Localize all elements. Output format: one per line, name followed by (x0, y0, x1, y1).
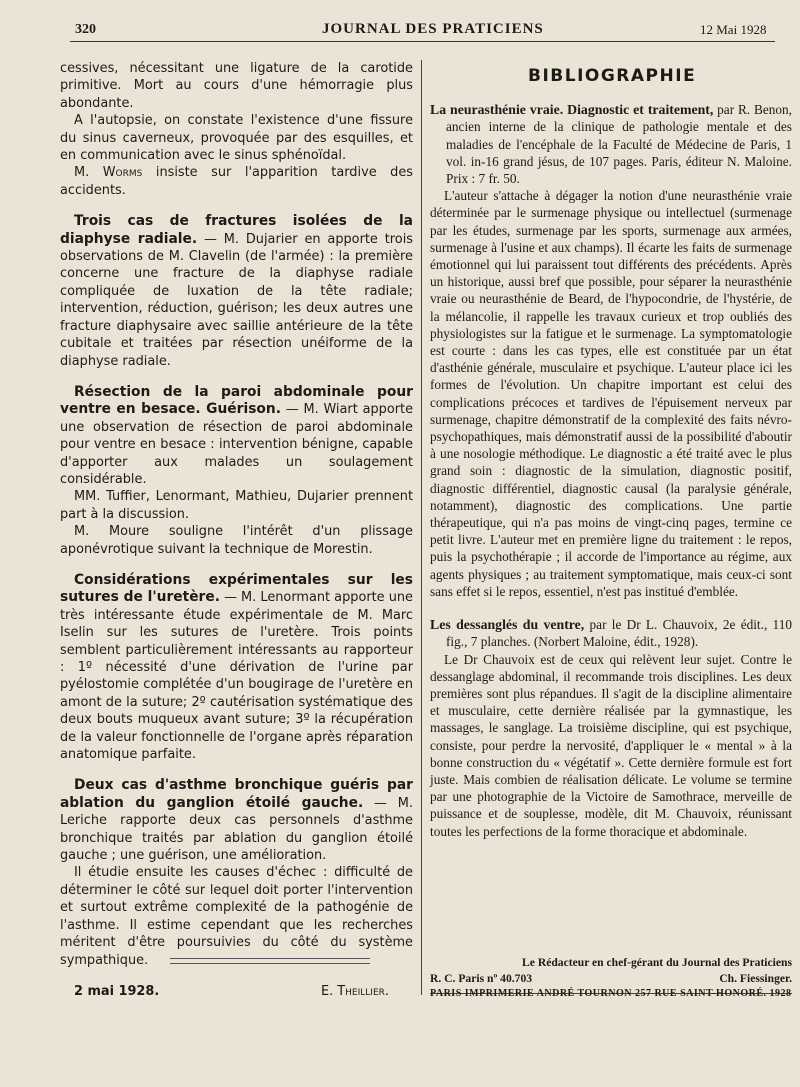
end-rule (170, 958, 370, 959)
paragraph: M. Moure souligne l'intérêt d'un plissage aponévrotique suivant la technique de Morestin. (60, 524, 413, 557)
journal-title: JOURNAL DES PRATICIENS (322, 21, 544, 37)
book-title: La neurasthénie vraie. Diagnostic et traitement, (430, 102, 714, 118)
printer-imprint: PARIS IMPRIMERIE ANDRÉ TOURNON 257 RUE SAINT-HONORÉ. 1928 (430, 988, 792, 999)
book-review: L'auteur s'attache à dégager la notion d'une neurasthénie vraie déterminée par le surmenage physique ou intellectuel (surmenage par les études, surmenage par les sports, surmenage aux armées, surmenage à l'usine et aux champs). Il écarte les faits de surmenage émotionnel qui lui paraissent tout différents des précédents. Après un historique, aussi bref que possible, pour séparer la neurasthénie vraie ou neurasthénie de Beard, de l'hypocondrie, de l'hystérie, de la mélancolie, il rappelle les travaux curieux et trop oubliés des physiologistes sur la fatigue et le surmenage. La symptomatologie est courte : dans les cas types, elle est constituée par un état d'asthénie générale, musculaire et psychique. L'auteur place ici les formes de l'évolution. Un chapitre important est celui des complications précoces et tardives de l'épuisement nerveux par surmenage, chapitre démonstratif de la complexité des faits névro-psychopathiques, mais démonstratif aussi de la possibilité d'aboutir à une nosologie méthodique. Le diagnostic a été traité avec le plus grand soin : diagnostic de la simulation, diagnostic positif, diagnostic différentiel, diagnostic causal (la paralysie générale, notamment), diagnostic des complications. Une partie thérapeutique, qui n'a pas moins de vingt-cinq pages, termine ce petit livre. L'auteur met en première ligne du traitement : le repos, puis la psychothérapie ; il accorde de l'importance au régime, aux agents physiques ; au traitement symptomatique, mais ceux-ci sont sans effet si le repos, essentiel, n'est pas institué d'emblée. (430, 188, 792, 599)
author-name: M. Worms (74, 165, 143, 181)
section-asthma: Deux cas d'asthme bronchique guéris par ablation du ganglion étoilé gauche. — M. Leriche rapporte deux cas personnels d'asthme bronchique traités par ablation du ganglion étoilé gauche ; une guérison, une amélioration. (60, 777, 413, 864)
section-resection: Résection de la paroi abdominale pour ventre en besace. Guérison. — M. Wiart apporte une observation de résection de paroi abdominale pour ventre en besace : intervention bénigne, capable d'apporter aux malades un soulagement considérable. (60, 383, 413, 487)
sign-author: E. Theillier. (320, 983, 389, 999)
sign-date: 2 mai 1928. (74, 983, 160, 999)
paragraph: cessives, nécessitant une ligature de la carotide primitive. Mort au cours d'une hémorragie plus abondante. (60, 61, 413, 111)
section-title: Considérations expérimentales sur les sutures de l'uretère. (60, 571, 413, 606)
left-column (60, 60, 413, 1000)
paragraph: MM. Tuffier, Lenormant, Mathieu, Dujarier prennent part à la discussion. (60, 489, 413, 522)
section-title: Résection de la paroi abdominale pour ventre en besace. Guérison. (60, 383, 413, 418)
registry-number: R. C. Paris nº 40.703 (430, 972, 533, 985)
page-header (0, 0, 800, 42)
section-title: Deux cas d'asthme bronchique guéris par ablation du ganglion étoilé gauche. (60, 777, 413, 811)
page-number: 320 (75, 22, 96, 37)
header-rule (70, 41, 775, 42)
issue-date: 12 Mai 1928 (700, 22, 767, 37)
book-reference: Les dessanglés du ventre, par le Dr L. Chauvoix, 2e édit., 110 fig., 7 planches. (Norbert Maloine, édit., 1928). (430, 617, 792, 650)
bibliography-title: BIBLIOGRAPHIE (528, 66, 697, 86)
right-column (430, 60, 792, 840)
manager-name: Ch. Fiessinger. (719, 972, 792, 985)
section-title: Trois cas de fractures isolées de la diaphyse radiale. (60, 213, 413, 247)
end-rule (170, 963, 370, 964)
signature-line (60, 983, 413, 1000)
paragraph: Il étudie ensuite les causes d'échec : difficulté de déterminer le côté sur lequel doit porter l'intervention et surtout extrême complexité de la pathogénie de l'asthme. Il estime cependant que les recherches méritent d'être poursuivies du côté du système sympathique. (60, 865, 413, 968)
section-fractures: Trois cas de fractures isolées de la diaphyse radiale. — M. Dujarier en apporte trois observations de M. Clavelin (de l'armée) : la première concerne une fracture de la diaphyse radiale compliquée de luxation de la tête radiale; intervention, réduction, guérison; les deux autres une fracture diaphysaire avec saillie antérieure de la tête cubitale et traitées par résection unéiforme de la diaphyse radiale. (60, 213, 413, 369)
book-title: Les dessanglés du ventre, (430, 617, 585, 633)
section-ureter: Considérations expérimentales sur les sutures de l'uretère. — M. Lenormant apporte une très intéressante étude expérimentale de M. Marc Iselin sur les sutures de l'uretère. Trois points semblent particulièrement intéressants au rapporteur : 1º nécessité d'une dérivation de l'urine par pyélostomie complétée d'un bougirage de l'uretère en amont de la suture; 2º cautérisation systématique des deux bouts muqueux avant suture; 3º la récupération de la valeur fonctionnelle de l'organe après réparation anatomique parfaite. (60, 571, 413, 763)
paragraph: M. Worms insiste sur l'apparition tardive des accidents. (60, 165, 413, 198)
column-divider (421, 60, 422, 995)
paragraph: A l'autopsie, on constate l'existence d'une fissure du sinus caverneux, provoquée par des esquilles, et en communication avec le sinus sphénoïdal. (60, 113, 413, 164)
book-review: Le Dr Chauvoix est de ceux qui relèvent leur sujet. Contre le dessanglage abdominal, il recommande trois disciplines. Les deux premières sont plus répandues. Il s'agit de la discipline alimentaire et musculaire, cette dernière réalisée par la gymnastique, les massages, le sanglage. La troisième discipline, qui est psychique, consiste, pour perdre la nervosité, d'appliquer le « mental » à la bonne construction du « végétatif ». Cette dernière formule est fort juste. Mais combien de réalisation délicate. Le volume se termine par une photographie de la Victoire de Samothrace, merveille de puissance et de souplesse, modèle, dit M. Chauvoix, réunissant toutes les perfections de la forme thoracique et abdominale. (430, 651, 792, 839)
registry-line (430, 971, 792, 987)
editor-line: Le Rédacteur en chef-gérant du Journal des Praticiens (522, 956, 792, 969)
book-reference: La neurasthénie vraie. Diagnostic et traitement, par R. Benon, ancien interne de la clinique de pathologie mentale et des maladies de l'encéphale de la Faculté de Médecine de Paris, 1 vol. in-16 grand jésus, de 107 pages. Paris, éditeur N. Maloine. Prix : 7 fr. 50. (430, 102, 792, 187)
